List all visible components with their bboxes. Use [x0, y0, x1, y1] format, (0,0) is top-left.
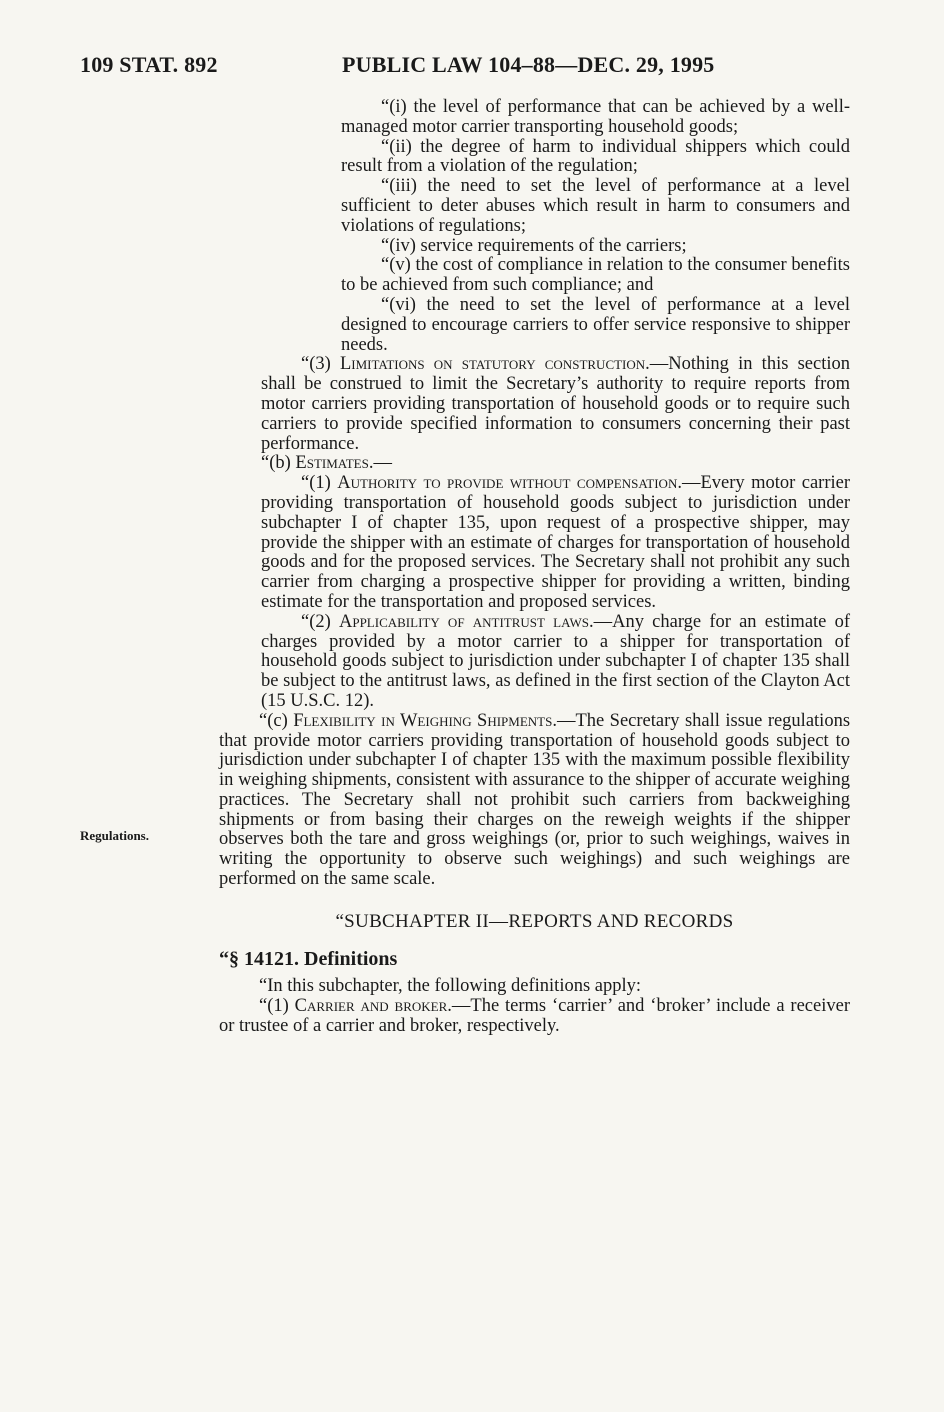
page-number: 109 STAT. 892	[80, 52, 218, 77]
definition-1	[219, 997, 850, 1037]
paragraph-a3	[261, 355, 850, 454]
subsection-text: —	[373, 453, 392, 474]
subsection-text: —The Secretary shall issue regulations that provide motor carriers providing transportation of household goods subject to jurisdiction under subchapter I of chapter 135 with the maximum possible flexibility in weighing shipments, consistent with assurance to the shipper of accurate weighing practices. The Secretary shall not prohibit such carriers from backweighing shipments or from basing their charges on the reweigh weights if the shipper observes both the tare and gross weighings (or, prior to such weighings, waives in writing the opportunity to observe such weighings) and such weighings are performed on the same scale.	[219, 710, 851, 890]
statute-text	[219, 98, 850, 1037]
paragraph-text: —Any charge for an estimate of charges provided by a motor carrier to a shipper for transportation of household goods subject to jurisdiction under subchapter I of chapter 135 shall be subject to the antitrust laws, as defined in the first section of the Clayton Act (15 U.S.C. 12).	[261, 611, 850, 711]
section-heading: “§ 14121. Definitions	[219, 947, 398, 970]
definitions-intro: “In this subchapter, the following definitions apply:	[259, 976, 642, 997]
clause-iv: “(iv) service requirements of the carriers;	[381, 235, 687, 256]
definition-number: “(1)	[259, 996, 295, 1017]
paragraph-text: —Every motor carrier providing transportation of household goods subject to jurisdiction under subchapter I of chapter 135, upon request of a prospective shipper, may provide the shipper with an estimate of charges for transportation of household goods and for the proposed services. The Secretary shall not prohibit any such carrier from charging a prospective shipper for providing a written, binding estimate for the transportation and proposed services.	[261, 473, 850, 612]
paragraph-heading: Authority to provide without compensation.	[337, 473, 682, 494]
clause-i: “(i) the level of performance that can be achieved by a well-managed motor carrier transporting household goods;	[341, 97, 850, 137]
subsection-heading: Flexibility in Weighing Shipments.	[293, 710, 557, 731]
subsection-b	[261, 454, 850, 474]
subsection-c	[219, 712, 850, 890]
paragraph-heading: Applicability of antitrust laws.	[338, 611, 594, 632]
running-head: PUBLIC LAW 104–88—DEC. 29, 1995	[342, 52, 715, 77]
clause-iii: “(iii) the need to set the level of performance at a level sufficient to deter abuses which result in harm to consumers and violations of regulations;	[341, 176, 850, 236]
clause-ii: “(ii) the degree of harm to individual shippers which could result from a violation of the regulation;	[341, 136, 850, 177]
subchapter-heading: “SUBCHAPTER II—REPORTS AND RECORDS	[335, 910, 734, 932]
paragraph-number: “(2)	[301, 611, 339, 632]
paragraph-number: “(1)	[301, 473, 338, 494]
page-header	[0, 52, 944, 86]
subsection-number: “(b)	[261, 453, 296, 474]
paragraph-b1	[261, 474, 850, 613]
margin-note-regulations: Regulations.	[80, 828, 149, 843]
definition-heading: Carrier and broker.	[294, 996, 452, 1017]
subsection-heading: Estimates.	[295, 453, 374, 474]
paragraph-number: “(3)	[301, 354, 340, 375]
paragraph-heading: Limitations on statutory construction.	[339, 354, 650, 375]
definition-text: —The terms ‘carrier’ and ‘broker’ include a receiver or trustee of a carrier and broker, respectively.	[219, 996, 850, 1037]
clause-v: “(v) the cost of compliance in relation to the consumer benefits to be achieved from such compliance; and	[341, 255, 850, 296]
paragraph-text: —Nothing in this section shall be construed to limit the Secretary’s authority to require reports from motor carriers providing transportation of household goods or to require such carriers to provide specified information to consumers concerning their past performance.	[261, 354, 850, 454]
clause-vi: “(vi) the need to set the level of performance at a level designed to encourage carriers to offer service responsive to shipper needs.	[341, 294, 850, 355]
subsection-number: “(c)	[259, 710, 294, 731]
paragraph-b2	[261, 613, 850, 712]
